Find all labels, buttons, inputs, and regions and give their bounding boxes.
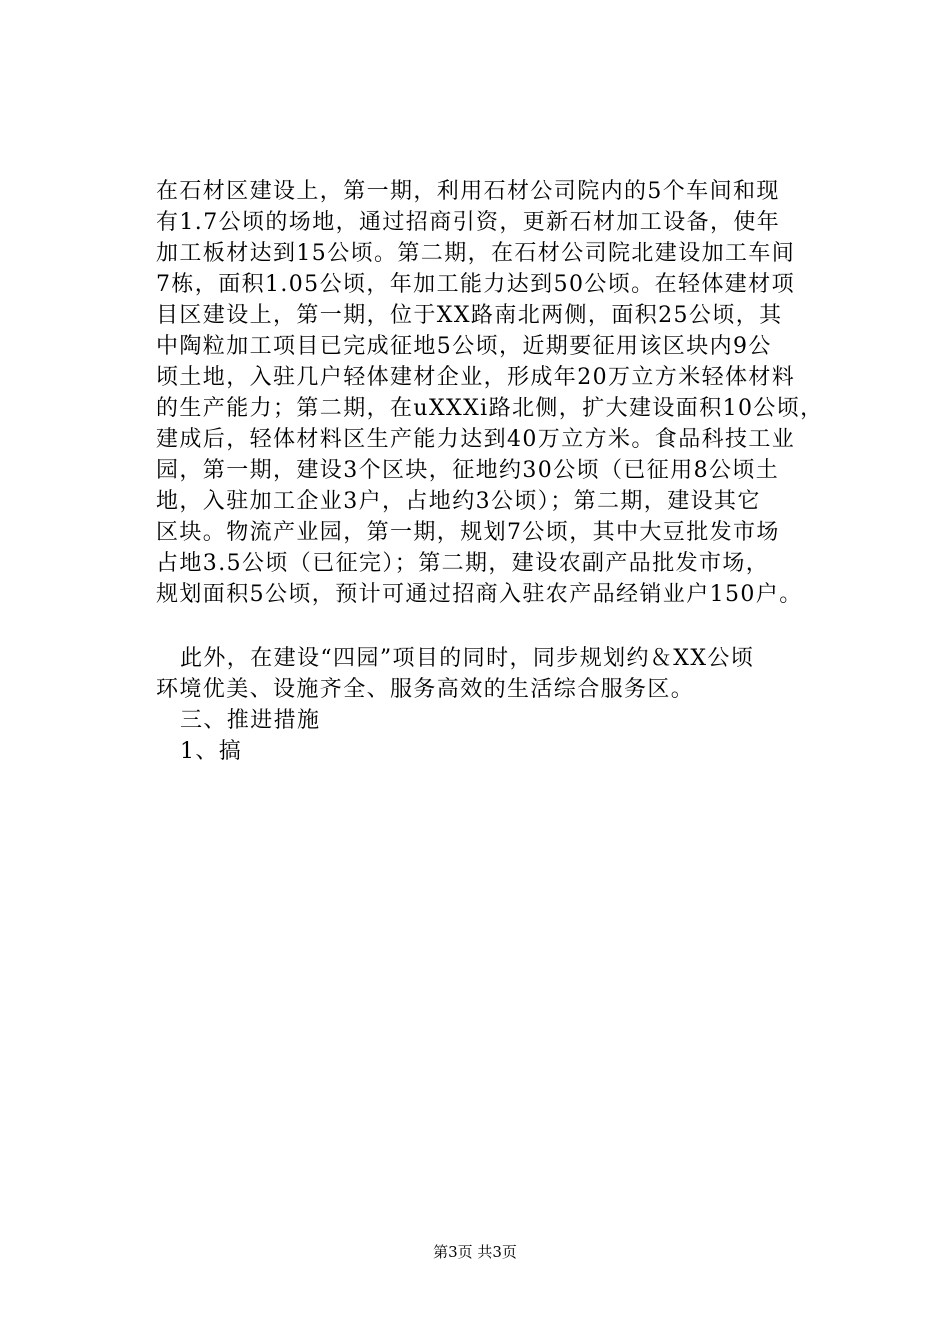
paragraph-line: 区块。物流产业园，第一期，规划7公顷，其中大豆批发市场 — [156, 520, 780, 545]
section-heading: 三、推进措施 — [180, 708, 321, 733]
document-body — [156, 176, 856, 767]
paragraph-line: 在石材区建设上，第一期，利用石材公司院内的5个车间和现 — [156, 179, 780, 204]
paragraph-line: 的生产能力；第二期，在uXXXi路北侧，扩大建设面积10公顷， — [156, 396, 824, 421]
paragraph-line: 加工板材达到15公顷。第二期，在石材公司院北建设加工车间 — [156, 241, 796, 266]
paragraph-line: 7栋，面积1.05公顷，年加工能力达到50公顷。在轻体建材项 — [156, 272, 795, 297]
paragraph-line: 有1.7公顷的场地，通过招商引资，更新石材加工设备，使年 — [156, 210, 781, 235]
paragraph-line: 中陶粒加工项目已完成征地5公顷，近期要征用该区块内9公 — [156, 334, 772, 359]
paragraph-line: 地，入驻加工企业3户，占地约3公顷）；第二期，建设其它 — [156, 489, 761, 514]
paragraph-service-area — [156, 643, 856, 705]
paragraph-line: 环境优美、设施齐全、服务高效的生活综合服务区。 — [156, 677, 695, 702]
paragraph-line: 规划面积5公顷，预计可通过招商入驻农产品经销业户150户。 — [156, 582, 803, 607]
page-footer: 第3页 共3页 — [433, 1243, 517, 1261]
list-item: 1、搞 — [180, 739, 243, 764]
paragraph-line: 目区建设上，第一期，位于XX路南北两侧，面积25公顷，其 — [156, 303, 783, 328]
paragraph-line: 顷土地，入驻几户轻体建材企业，形成年20万立方米轻体材料 — [156, 365, 796, 390]
paragraph-construction-phases — [156, 176, 856, 610]
paragraph-line: 园，第一期，建设3个区块，征地约30公顷（已征用8公顷土 — [156, 458, 780, 483]
paragraph-line: 占地3.5公顷（已征完）；第二期，建设农副产品批发市场， — [156, 551, 770, 576]
paragraph-line: 此外，在建设“四园”项目的同时，同步规划约＆XX公顷 — [180, 646, 755, 671]
paragraph-line: 建成后，轻体材料区生产能力达到40万立方米。食品科技工业 — [156, 427, 796, 452]
paragraph-spacer — [156, 610, 856, 643]
